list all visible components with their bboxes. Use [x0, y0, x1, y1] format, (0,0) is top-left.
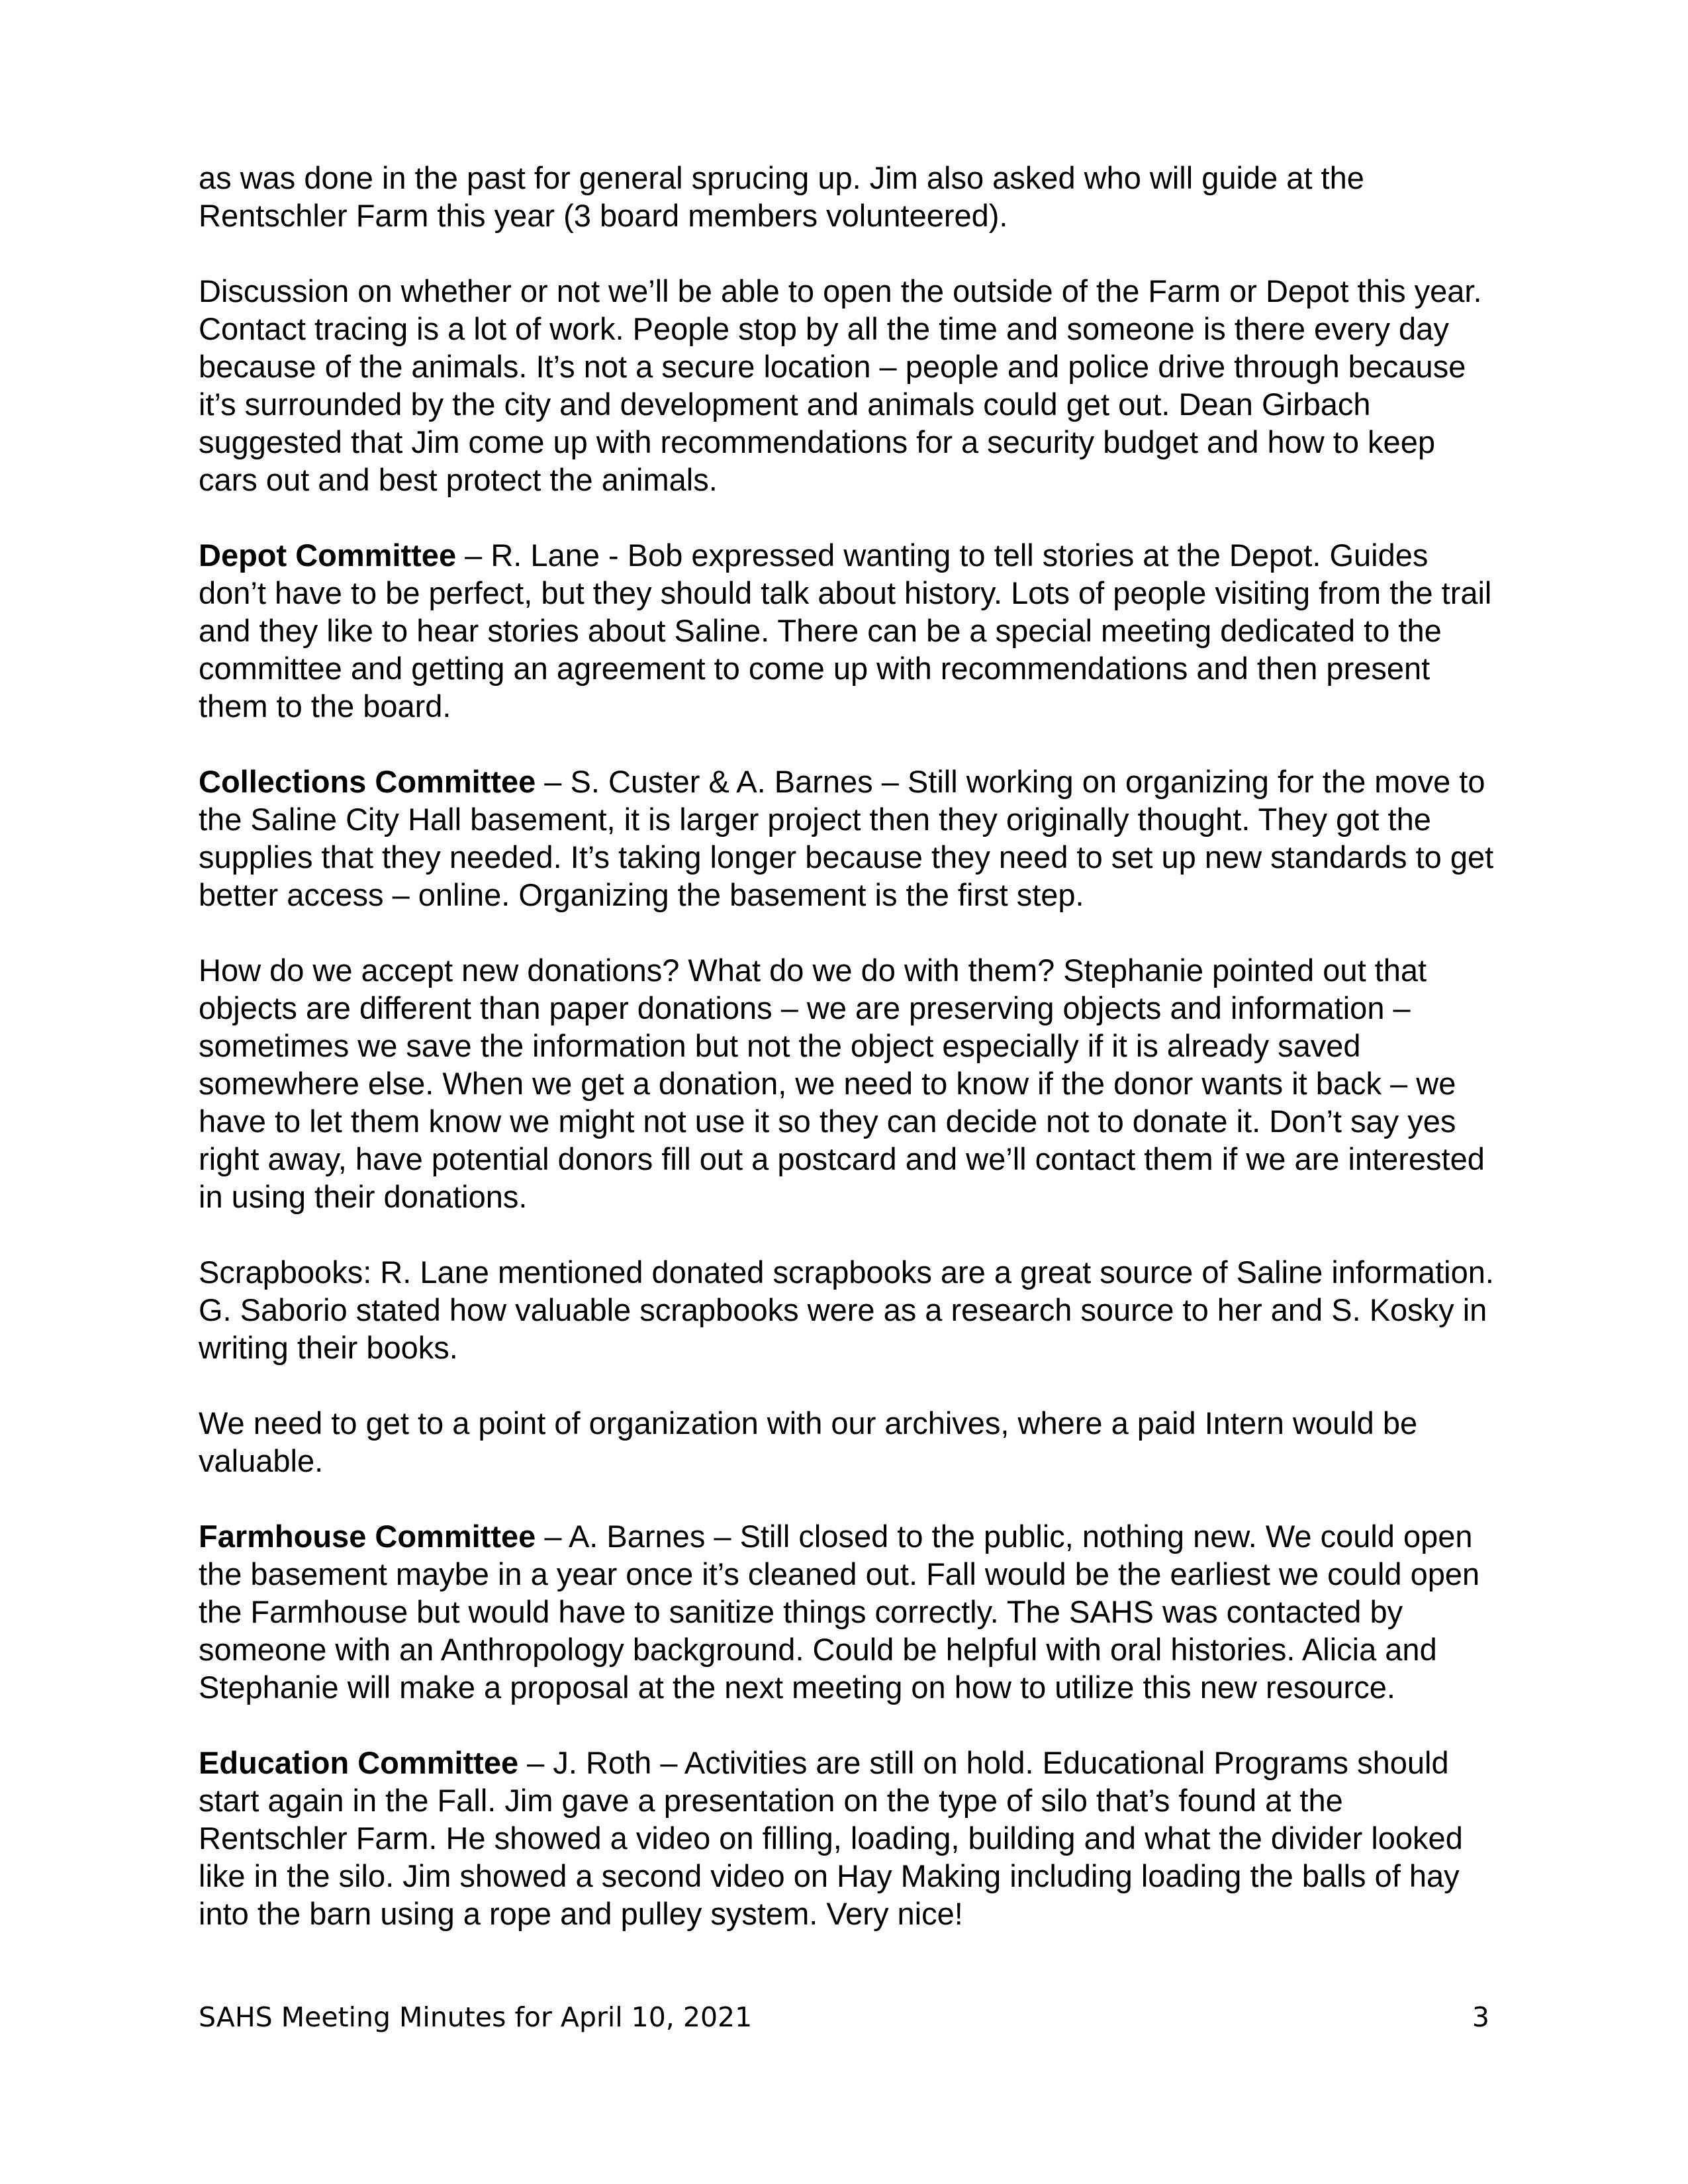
paragraph-text: – A. Barnes – Still closed to the public, nothing new. We could open the basement maybe in a year once it’s cleaned out. Fall would be the earliest we could open the Farmhouse but would have to sanitize things correctly. The SAHS was contacted by someone with an Anthropology background. Could be helpful with oral histories. Alicia and Stephanie will make a proposal at the next meeting on how to utilize this new resource. — [199, 1519, 1480, 1705]
paragraph-collections-committee — [199, 763, 1496, 914]
paragraph-archives-intern — [199, 1404, 1496, 1480]
paragraph-donations — [199, 951, 1496, 1215]
paragraph-education-committee — [199, 1744, 1496, 1932]
section-heading: Depot Committee — [199, 538, 457, 573]
paragraph-text: – S. Custer & A. Barnes – Still working on organizing for the move to the Saline City Hall basement, it is larger project then they originally thought. They got the supplies that they needed. It’s taking longer because they need to set up new standards to get better access – online. Organizing the basement is the first step. — [199, 764, 1494, 912]
paragraph-farm-guides — [199, 159, 1496, 234]
paragraph-text: – R. Lane - Bob expressed wanting to tell stories at the Depot. Guides don’t have to be perfect, but they should talk about history. Lots of people visiting from the trail and they like to hear stories about Saline. There can be a special meeting dedicated to the committee and getting an agreement to come up with recommendations and then present them to the board. — [199, 538, 1492, 724]
paragraph-scrapbooks — [199, 1253, 1496, 1366]
paragraph-depot-committee — [199, 536, 1496, 725]
paragraph-farmhouse-committee — [199, 1517, 1496, 1706]
section-heading: Education Committee — [199, 1745, 519, 1780]
paragraph-text: We need to get to a point of organization with our archives, where a paid Intern would be valuable. — [199, 1405, 1418, 1478]
section-heading: Farmhouse Committee — [199, 1519, 536, 1554]
paragraph-text: Discussion on whether or not we’ll be able to open the outside of the Farm or Depot this year. Contact tracing is a lot of work. People stop by all the time and someone is there every day because of the animals. It’s not a secure location – people and police drive through because it’s surrounded by the city and development and animals could get out. Dean Girbach suggested that Jim come up with recommendations for a security budget and how to keep cars out and best protect the animals. — [199, 273, 1482, 497]
document-body — [199, 159, 1496, 1970]
footer-title: SAHS Meeting Minutes for April 10, 2021 — [199, 2001, 753, 2033]
page-number: 3 — [1472, 2001, 1489, 2033]
paragraph-text: – J. Roth – Activities are still on hold. Educational Programs should start again in the Fall. Jim gave a presentation on the type of silo that’s found at the Rentschler Farm. He showed a video on filling, loading, building and what the divider looked like in the silo. Jim showed a second video on Hay Making including loading the balls of hay into the barn using a rope and pulley system. Very nice! — [199, 1745, 1463, 1931]
section-heading: Collections Committee — [199, 764, 536, 799]
paragraph-text: Scrapbooks: R. Lane mentioned donated scrapbooks are a great source of Saline information. G. Saborio stated how valuable scrapbooks were as a research source to her and S. Kosky in writing their books. — [199, 1255, 1494, 1365]
paragraph-text: How do we accept new donations? What do we do with them? Stephanie pointed out that objects are different than paper donations – we are preserving objects and information – sometimes we save the information but not the object especially if it is already saved somewhere else. When we get a donation, we need to know if the donor wants it back – we have to let them know we might not use it so they can decide not to donate it. Don’t say yes right away, have potential donors fill out a postcard and we’ll contact them if we are interested in using their donations. — [199, 953, 1485, 1214]
paragraph-opening-discussion — [199, 272, 1496, 499]
paragraph-text: as was done in the past for general sprucing up. Jim also asked who will guide at the Rentschler Farm this year (3 board members volunteered). — [199, 160, 1364, 233]
